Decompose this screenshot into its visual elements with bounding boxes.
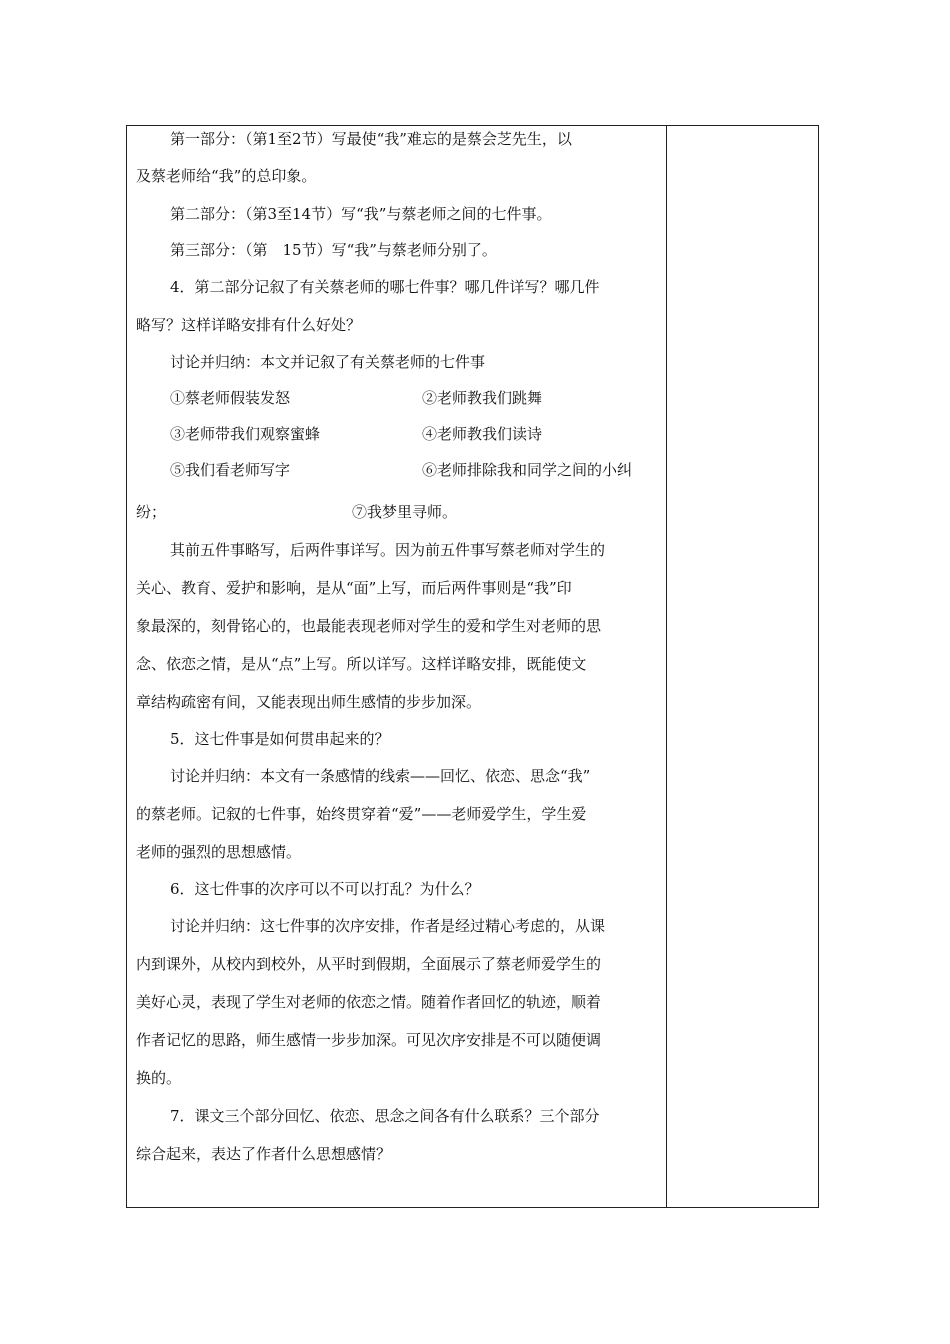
list-item: ⑦我梦里寻师。 — [352, 503, 458, 521]
paragraph-line: 内到课外，从校内到校外，从平时到假期，全面展示了蔡老师爱学生的 — [136, 955, 602, 973]
question-line: 5．这七件事是如何贯串起来的？ — [170, 730, 390, 748]
question-line: 4．第二部分记叙了有关蔡老师的哪七件事？哪几件详写？哪几件 — [170, 278, 600, 296]
list-item: 纷； — [136, 503, 167, 521]
paragraph-line: 讨论并归纳：这七件事的次序安排，作者是经过精心考虑的，从课 — [170, 917, 606, 935]
paragraph-line: 美好心灵，表现了学生对老师的依恋之情。随着作者回忆的轨迹，顺着 — [136, 993, 602, 1011]
paragraph-line: 作者记忆的思路，师生感情一步步加深。可见次序安排是不可以随便调 — [136, 1031, 602, 1049]
question-line: 7．课文三个部分回忆、依恋、思念之间各有什么联系？三个部分 — [170, 1107, 600, 1125]
paragraph-line: 第三部分：（第 15节）写“我”与蔡老师分别了。 — [170, 241, 497, 259]
question-line: 综合起来，表达了作者什么思想感情？ — [136, 1145, 392, 1163]
list-item: ①蔡老师假装发怒 — [170, 389, 291, 407]
paragraph-line: 第二部分：（第3至14节）写“我”与蔡老师之间的七件事。 — [170, 205, 552, 223]
paragraph-line: 章结构疏密有间，又能表现出师生感情的步步加深。 — [136, 693, 482, 711]
list-item: ③老师带我们观察蜜蜂 — [170, 425, 321, 443]
paragraph-line: 讨论并归纳：本文并记叙了有关蔡老师的七件事 — [170, 353, 486, 371]
paragraph-line: 讨论并归纳：本文有一条感情的线索——回忆、依恋、思念“我” — [170, 767, 591, 785]
paragraph-line: 第一部分：（第1至2节）写最使“我”难忘的是蔡会芝先生，以 — [170, 130, 572, 148]
paragraph-line: 的蔡老师。记叙的七件事，始终贯穿着“爱”——老师爱学生，学生爱 — [136, 805, 587, 823]
list-item: ⑤我们看老师写字 — [170, 461, 291, 479]
paragraph-line: 老师的强烈的思想感情。 — [136, 843, 302, 861]
paragraph-line: 念、依恋之情，是从“点”上写。所以详写。这样详略安排，既能使文 — [136, 655, 587, 673]
list-item: ⑥老师排除我和同学之间的小纠 — [422, 461, 633, 479]
notes-cell — [667, 126, 818, 1207]
paragraph-line: 象最深的，刻骨铭心的，也最能表现老师对学生的爱和学生对老师的思 — [136, 617, 602, 635]
paragraph-line: 换的。 — [136, 1069, 182, 1087]
list-item: ④老师教我们读诗 — [422, 425, 543, 443]
paragraph-line: 关心、教育、爱护和影响，是从“面”上写，而后两件事则是“我”印 — [136, 579, 572, 597]
question-line: 略写？这样详略安排有什么好处？ — [136, 316, 362, 334]
question-line: 6．这七件事的次序可以不可以打乱？为什么？ — [170, 880, 480, 898]
list-item: ②老师教我们跳舞 — [422, 389, 543, 407]
paragraph-line: 其前五件事略写，后两件事详写。因为前五件事写蔡老师对学生的 — [170, 541, 606, 559]
paragraph-line: 及蔡老师给“我”的总印象。 — [136, 167, 317, 185]
